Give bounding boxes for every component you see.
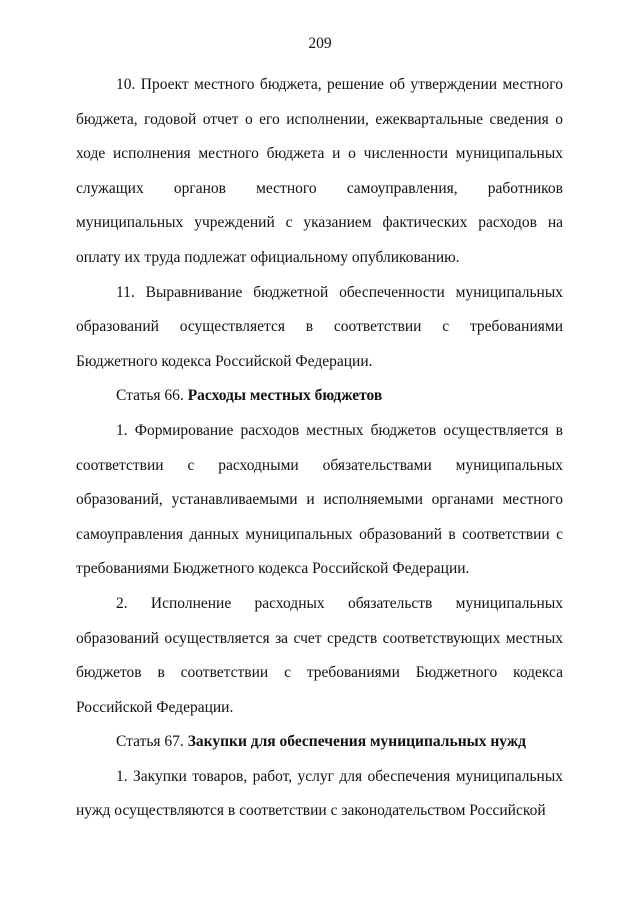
article-66-title: Расходы местных бюджетов xyxy=(187,387,383,405)
document-body xyxy=(76,68,563,829)
article-66-heading xyxy=(76,379,563,414)
article-66-label: Статья 66. xyxy=(116,387,184,405)
paragraph-11: 11. Выравнивание бюджетной обеспеченности муниципальных образований осуществляется в соответствии с требованиями Бюджетного кодекса Российской Федерации. xyxy=(76,283,563,370)
article-67-heading xyxy=(76,725,563,760)
article-67-paragraph-1: 1. Закупки товаров, работ, услуг для обеспечения муниципальных нужд осуществляются в соответствии с законодательством Российской xyxy=(76,767,563,820)
article-66-paragraph-2: 2. Исполнение расходных обязательств муниципальных образований осуществляется за счет средств соответствующих местных бюджетов в соответствии с требованиями Бюджетного кодекса Российской Федерации. xyxy=(76,594,563,716)
paragraph-10: 10. Проект местного бюджета, решение об утверждении местного бюджета, годовой отчет о его исполнении, ежеквартальные сведения о ходе исполнения местного бюджета и о численности муниципальных служащих органов местного самоуправления, работников муниципальных учреждений с указанием фактических расходов на оплату их труда подлежат официальному опубликованию. xyxy=(76,76,563,266)
article-66-paragraph-1: 1. Формирование расходов местных бюджетов осуществляется в соответствии с расходными обязательствами муниципальных образований, устанавливаемыми и исполняемыми органами местного самоуправления данных муниципальных образований в соответствии с требованиями Бюджетного кодекса Российской Федерации. xyxy=(76,421,563,578)
article-67-title: Закупки для обеспечения муниципальных нужд xyxy=(187,733,526,751)
article-67-label: Статья 67. xyxy=(116,733,184,751)
page-number: 209 xyxy=(308,35,332,52)
